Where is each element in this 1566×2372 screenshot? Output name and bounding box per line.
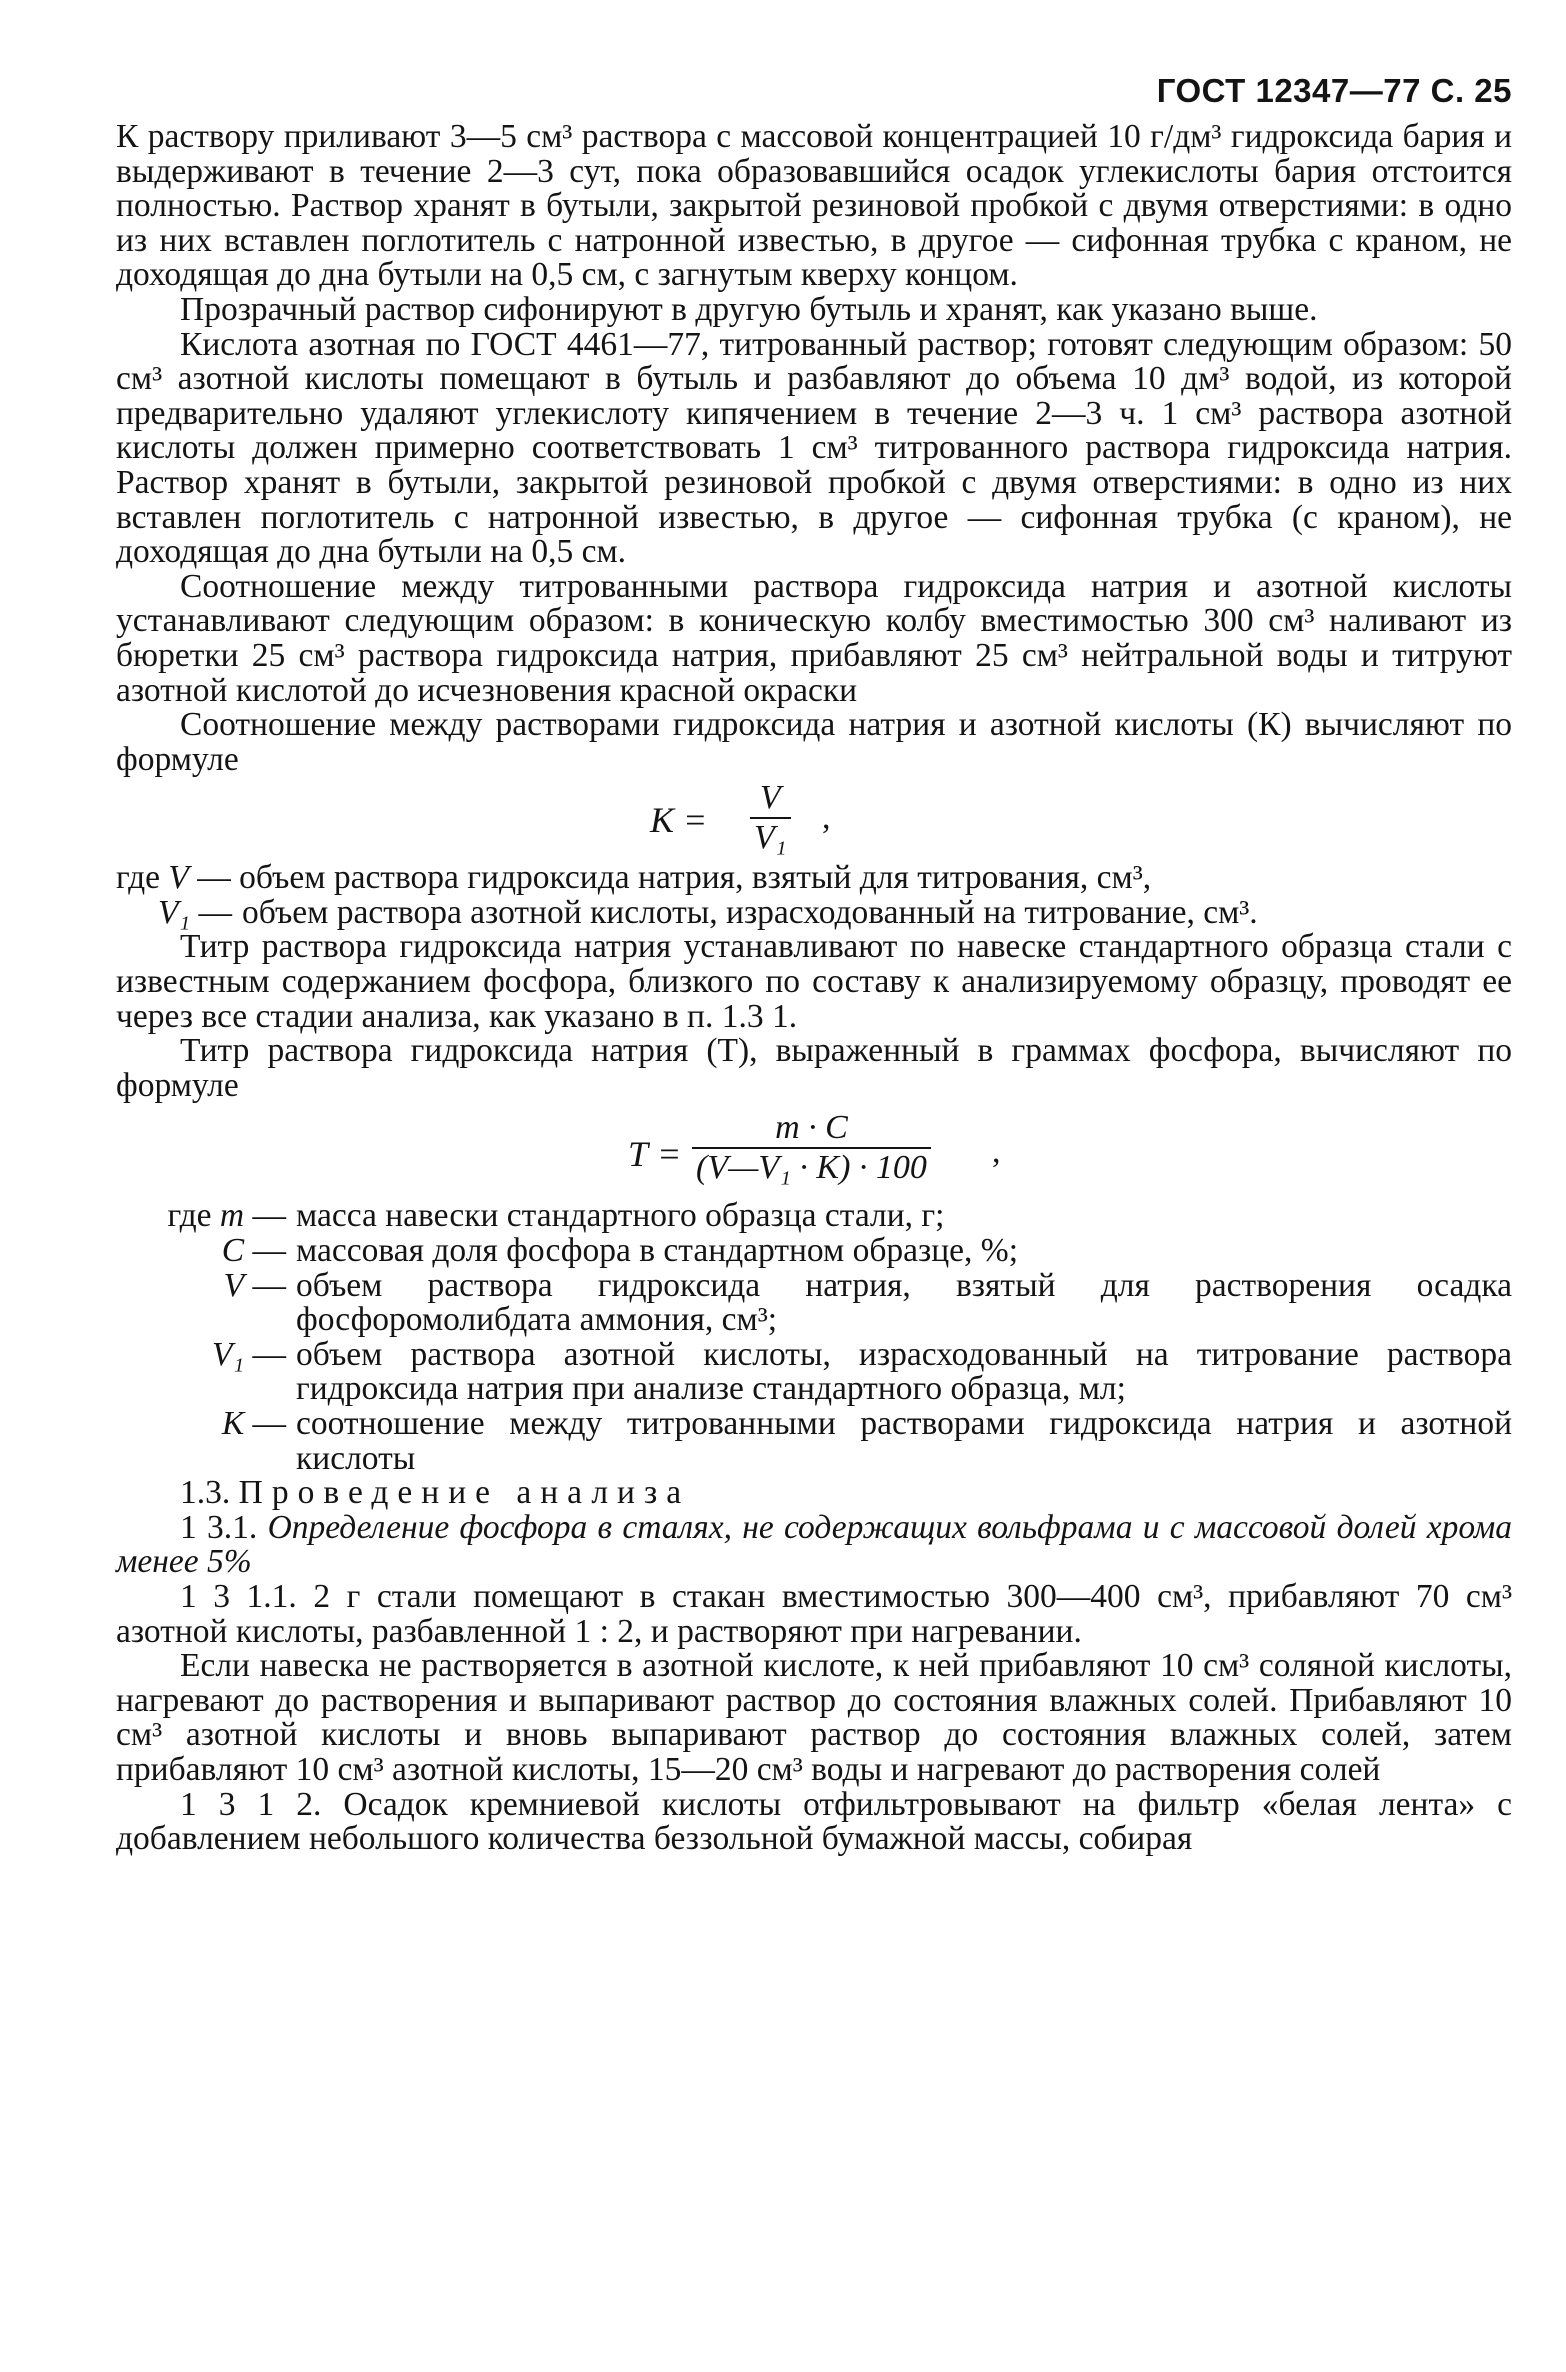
definition-label: C —	[221, 1232, 286, 1270]
definitions-list	[116, 861, 1512, 930]
definition-text: объем раствора азотной кислоты, израсходованный на титрование, см³.	[242, 893, 1258, 931]
paragraph: Титр раствора гидроксида натрия (Т), выраженный в граммах фосфора, вычисляют по формуле	[116, 1032, 1512, 1104]
section-heading	[116, 1476, 1512, 1511]
subsection-title: Определение фосфора в сталях, не содержащих вольфрама и с массовой долей хрома менее 5%	[116, 1508, 1512, 1581]
definition-label: где V —	[116, 859, 240, 897]
formula-comma: ,	[992, 1133, 1001, 1171]
definition-label: V₁ —	[158, 893, 232, 931]
paragraph: Прозрачный раствор сифонируют в другую бутыль и хранят, как указано выше.	[180, 290, 1318, 328]
definition-item	[116, 1407, 1512, 1476]
paragraph: Титр раствора гидроксида натрия устанавливают по навеске стандартного образца стали с известным содержанием фосфора, близкого по составу к анализируемому образцу, проводят ее через все стадии анализа, как указано в п. 1.3 1.	[116, 928, 1512, 1035]
formula-k	[116, 777, 1512, 861]
definition-item	[116, 861, 1512, 896]
definition-label: V₁ —	[212, 1335, 286, 1373]
formula-t	[116, 1103, 1512, 1199]
formula-numerator: m · C	[775, 1109, 848, 1147]
paragraph: 1 3 1.1. 2 г стали помещают в стакан вместимостью 300—400 см³, прибавляют 70 см³ азотной кислоты, разбавленной 1 : 2, и растворяют при нагревании.	[116, 1577, 1512, 1650]
paragraph: К раствору приливают 3—5 см³ раствора с массовой концентрацией 10 г/дм³ гидроксида бария и выдерживают в течение 2—3 сут, пока образовавшийся осадок углекислоты бария отстоится полностью. Раствор хранят в бутыли, закрытой резиновой пробкой с двумя отверстиями: в одно из них вставлен поглотитель с натронной известью, в другое — сифонная трубка с краном, не доходящая до дна бутыли на 0,5 см, с загнутым кверху концом.	[116, 118, 1512, 294]
paragraph: Соотношение между растворами гидроксида натрия и азотной кислоты (К) вычисляют по формуле	[116, 706, 1512, 778]
formula-lhs: Т =	[628, 1134, 682, 1175]
definition-item	[116, 1199, 1512, 1234]
subsection-heading	[116, 1508, 1512, 1581]
paragraph: Если навеска не растворяется в азотной кислоте, к ней прибавляют 10 см³ соляной кислоты, нагревают до растворения и выпаривают раствор до состояния влажных солей. Прибавляют 10 см³ азотной кислоты и вновь выпаривают раствор до состояния влажных солей, затем прибавляют 10 см³ азотной кислоты, 15—20 см³ воды и нагревают до растворения солей	[116, 1647, 1512, 1788]
formula-denominator: (V—V₁ · K) · 100	[696, 1149, 927, 1187]
formula-comma: ,	[822, 799, 831, 837]
paragraph: Соотношение между титрованными раствора гидроксида натрия и азотной кислоты устанавливают следующим образом: в коническую колбу вместимостью 300 см³ наливают из бюретки 25 см³ раствора гидроксида натрия, прибавляют 25 см³ нейтральной воды и титруют азотной кислотой до исчезновения красной окраски	[116, 567, 1512, 709]
formula-numerator: V	[759, 779, 781, 817]
section-title: Проведение анализа	[238, 1474, 691, 1512]
paragraph: 1 3 1 2. Осадок кремниевой кислоты отфильтровывают на фильтр «белая лента» с добавлением небольшого количества беззольной бумажной массы, собирая	[116, 1785, 1512, 1858]
definitions-list	[116, 1199, 1512, 1476]
paragraph: Кислота азотная по ГОСТ 4461—77, титрованный раствор; готовят следующим образом: 50 см³ азотной кислоты помещают в бутыль и разбавляют до объема 10 дм³ водой, из которой предварительно удаляют углекислоту кипячением в течение 2—3 ч. 1 см³ раствора азотной кислоты должен примерно соответствовать 1 см³ титрованного раствора гидроксида натрия. Раствор хранят в бутыли, закрытой резиновой пробкой с двумя отверстиями: в одно из них вставлен поглотитель с натронной известью, в другое — сифонная трубка (с краном), не доходящая до дна бутыли на 0,5 см.	[116, 325, 1512, 571]
section-number: 1.3.	[180, 1474, 231, 1512]
definition-text: массовая доля фосфора в стандартном образце, %;	[296, 1232, 1019, 1270]
definition-item	[116, 893, 1512, 931]
definition-text: масса навески стандартного образца стали, г;	[296, 1197, 945, 1235]
formula-denominator: V₁	[754, 819, 787, 857]
definition-item	[116, 1266, 1512, 1339]
definition-item	[116, 1335, 1512, 1408]
definition-text: соотношение между титрованными растворами гидроксида натрия и азотной кислоты	[296, 1405, 1512, 1477]
formula-fraction	[692, 1109, 931, 1187]
subsection-number: 1 3.1.	[180, 1508, 258, 1546]
definition-text: объем раствора азотной кислоты, израсходованный на титрование раствора гидроксида натрия при анализе стандартного образца, мл;	[296, 1335, 1512, 1408]
formula-lhs: К =	[650, 800, 708, 841]
definition-text: объем раствора гидроксида натрия, взятый для титрования, см³,	[239, 859, 1152, 897]
definition-label: V —	[223, 1266, 286, 1304]
definition-text: объем раствора гидроксида натрия, взятый для растворения осадка фосфоромолибдата аммония, см³;	[296, 1266, 1512, 1339]
definition-label: где m —	[167, 1197, 286, 1235]
definition-label: К —	[221, 1405, 286, 1442]
page-header: ГОСТ 12347—77 С. 25	[1156, 72, 1512, 109]
document-body	[116, 72, 1512, 1857]
definition-item	[116, 1234, 1512, 1269]
formula-fraction	[750, 779, 791, 857]
